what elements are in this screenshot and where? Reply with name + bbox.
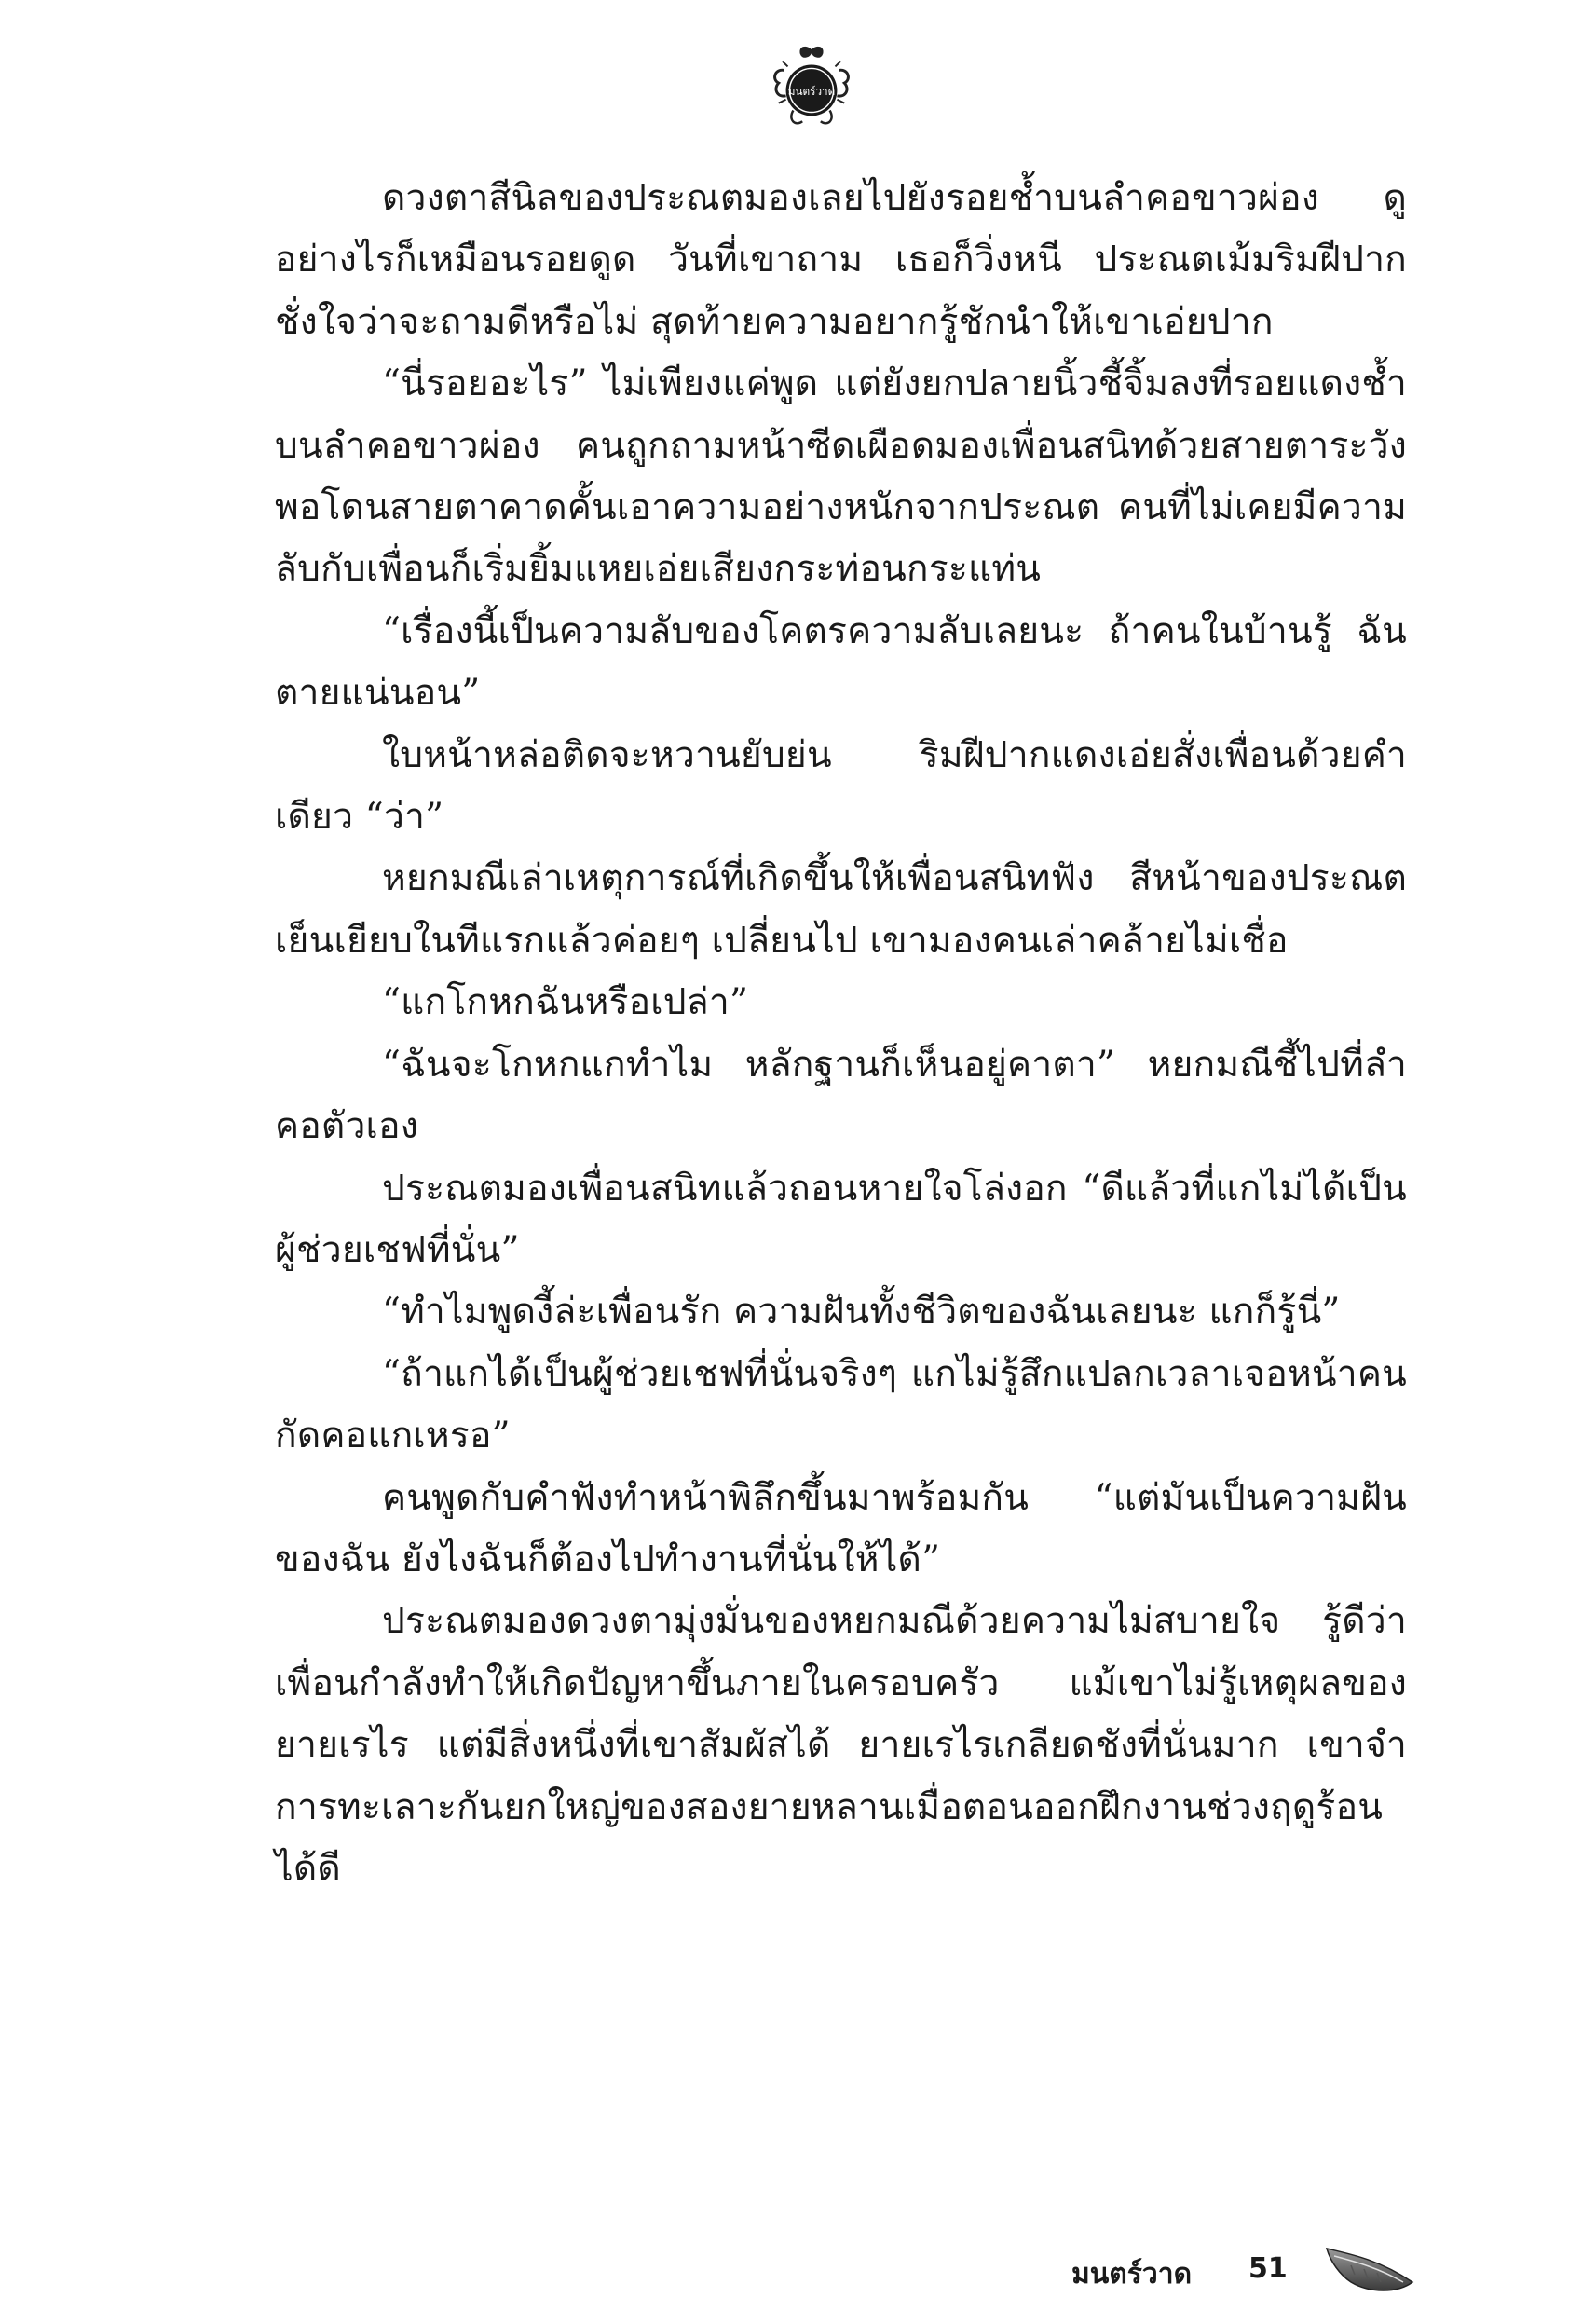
paragraph: คนพูดกับคำฟังทำหน้าพิลึกขึ้นมาพร้อมกัน “แต่มันเป็นความฝันของฉัน ยังไงฉันก็ต้องไปทำงานที่นั่นให้ได้” [275, 1476, 1407, 1580]
paragraph: “นี่รอยอะไร” ไม่เพียงแค่พูด แต่ยังยกปลายนิ้วชี้จิ้มลงที่รอยแดงช้ำบนลำคอขาวผ่อง คนถูกถามหน้าซีดเผือดมองเพื่อนสนิทด้วยสายตาระวัง พอโดนสายตาคาดคั้นเอาความอย่างหนักจากประณต คนที่ไม่เคยมีความลับกับเพื่อนก็เริ่มยิ้มแหยเอ่ยเสียงกระท่อนกระแท่น [275, 362, 1407, 591]
paragraph: “ทำไมพูดงี้ล่ะเพื่อนรัก ความฝันทั้งชีวิตของฉันเลยนะ แกก็รู้นี่” [382, 1291, 1341, 1333]
paragraph: “ถ้าแกได้เป็นผู้ช่วยเชฟที่นั่นจริงๆ แกไม่รู้สึกแปลกเวลาเจอหน้าคนกัดคอแกเหรอ” [275, 1352, 1407, 1457]
page-number: 51 [1248, 2252, 1288, 2285]
emblem-text: มนตร์วาด [787, 84, 836, 98]
page-footer [1071, 2241, 1444, 2306]
paragraph: “ฉันจะโกหกแกทำไม หลักฐานก็เห็นอยู่คาตา” หยกมณีชี้ไปที่ลำคอตัวเอง [275, 1043, 1407, 1148]
paragraph: “แกโกหกฉันหรือเปล่า” [382, 981, 749, 1024]
paragraph: ดวงตาสีนิลของประณตมองเลยไปยังรอยช้ำบนลำคอขาวผ่อง ดูอย่างไรก็เหมือนรอยดูด วันที่เขาถาม เธอก็วิ่งหนี ประณตเม้มริมฝีปาก ชั่งใจว่าจะถามดีหรือไม่ สุดท้ายความอยากรู้ชักนำให้เขาเอ่ยปาก [275, 177, 1407, 343]
ornamental-title-emblem-icon [766, 43, 857, 134]
paragraph: ใบหน้าหล่อติดจะหวานยับย่น ริมฝีปากแดงเอ่ยสั่งเพื่อนด้วยคำเดียว “ว่า” [275, 733, 1407, 839]
paragraph: “เรื่องนี้เป็นความลับของโคตรความลับเลยนะ ถ้าคนในบ้านรู้ ฉันตายแน่นอน” [275, 609, 1407, 715]
paragraph: ประณตมองดวงตามุ่งมั่นของหยกมณีด้วยความไม่สบายใจ รู้ดีว่าเพื่อนกำลังทำให้เกิดปัญหาขึ้นภายในครอบครัว แม้เขาไม่รู้เหตุผลของยายเรไร แต่มีสิ่งหนึ่งที่เขาสัมผัสได้ ยายเรไรเกลียดชังที่นั่นมาก เขาจำการทะเลาะกันยกใหญ่ของสองยายหลานเมื่อตอนออกฝึกงานช่วงฤดูร้อนได้ดี [275, 1600, 1407, 1890]
boat-icon [1323, 2241, 1416, 2297]
book-title: มนตร์วาด [1071, 2258, 1193, 2290]
body-text [275, 168, 1407, 1900]
paragraph: หยกมณีเล่าเหตุการณ์ที่เกิดขึ้นให้เพื่อนสนิทฟัง สีหน้าของประณตเย็นเยียบในทีแรกแล้วค่อยๆ เปลี่ยนไป เขามองคนเล่าคล้ายไม่เชื่อ [275, 857, 1407, 962]
paragraph: ประณตมองเพื่อนสนิทแล้วถอนหายใจโล่งอก “ดีแล้วที่แกไม่ได้เป็นผู้ช่วยเชฟที่นั่น” [275, 1167, 1407, 1271]
